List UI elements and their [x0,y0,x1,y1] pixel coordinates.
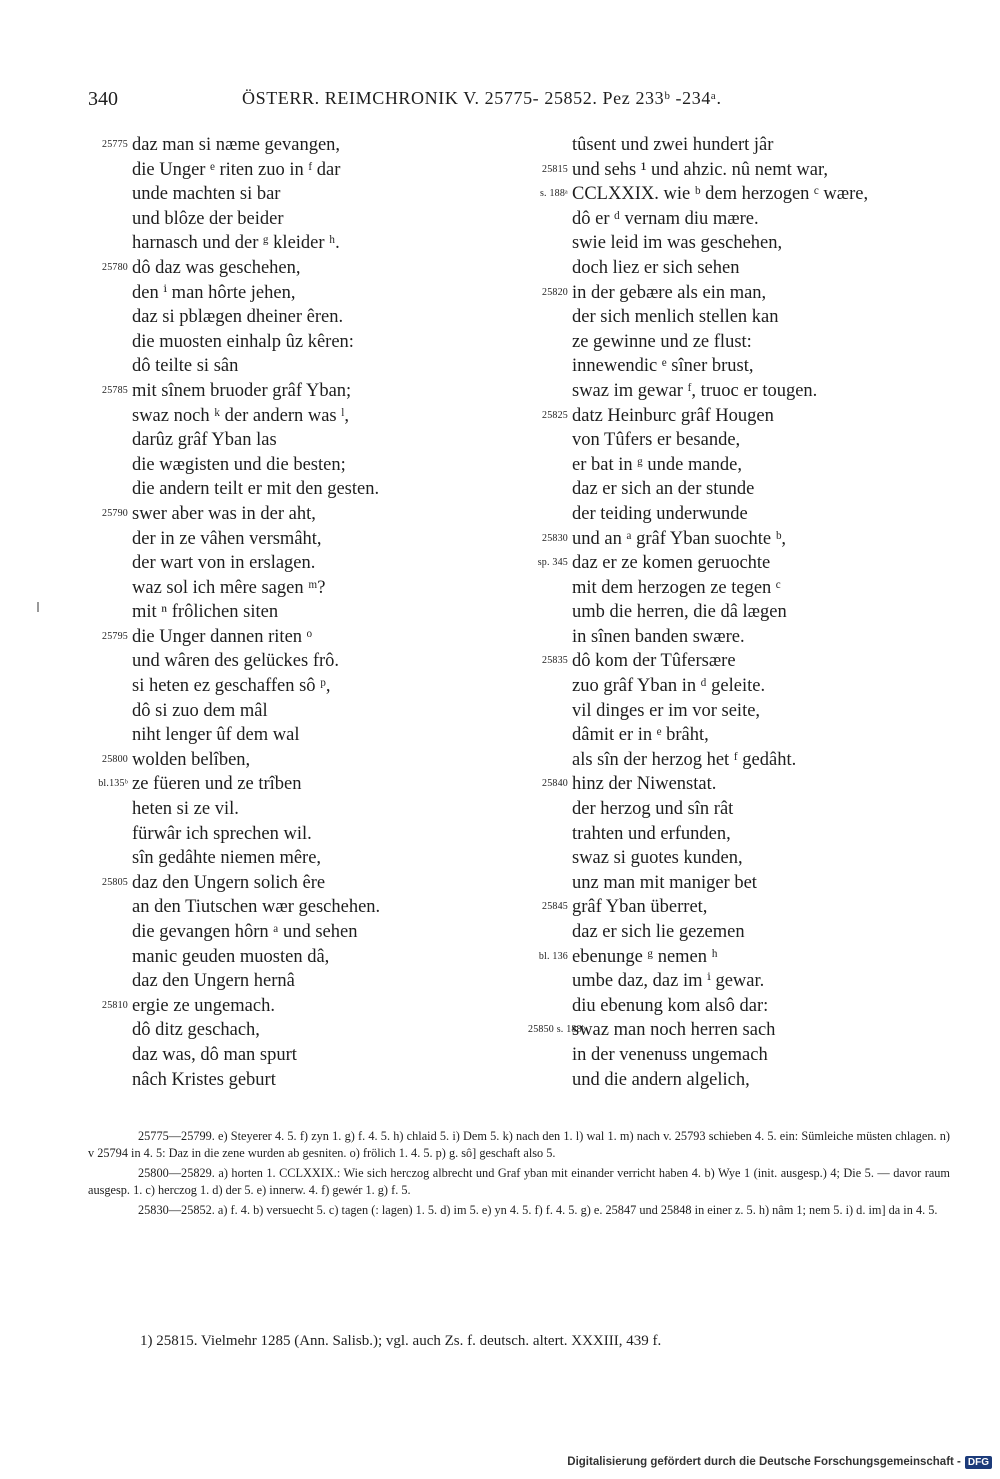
verse-text: hinz der Niwenstat. [572,774,717,795]
verse-line [528,846,978,871]
verse-line [528,920,978,945]
verse-text: daz er ze komen geruochte [572,553,771,574]
verse-text: darûz grâf Yban las [132,430,277,451]
verse-text: dâmit er in ᵉ brâht, [572,725,709,746]
verse-line [88,502,538,527]
right-verse-column [528,133,978,1092]
verse-text: wolden belîben, [132,749,251,770]
apparatus-entry: 25800—25829. a) horten 1. CCLXXIX.: Wie sich herczog albrecht und Graf yban mit einander verricht haben 4. b) Wye 1 (init. ausgesp.) 4; Die 5. — davor raum ausgesp. 1. c) herczog 1. d) der 5. e) innerw. 4. f) gewér 1. g) f. 5. [88,1166,950,1197]
verse-line [88,945,538,970]
verse-text: der teiding underwunde [572,503,748,524]
left-verse-column [88,133,538,1092]
verse-text: als sîn der herzog het ᶠ gedâht. [572,749,797,770]
verse-text: CCLXXIX. wie ᵇ dem herzogen ᶜ wære, [572,184,869,205]
verse-text: und die andern algelich, [572,1069,750,1090]
verse-text: tûsent und zwei hundert jâr [572,135,774,155]
verse-text: swer aber was in der aht, [132,503,316,524]
verse-line [528,600,978,625]
verse-text: fürwâr ich sprechen wil. [132,823,312,844]
verse-line [528,404,978,429]
dfg-credit [567,1453,992,1471]
verse-text: dô daz was geschehen, [132,257,301,278]
verse-text: und wâren des gelückes frô. [132,651,340,672]
verse-line [88,354,538,379]
verse-text: daz er sich an der stunde [572,479,755,500]
verse-text: waz sol ich mêre sagen ᵐ? [132,577,326,598]
verse-text: der in ze vâhen versmâht, [132,528,322,549]
line-number: 25830 [542,532,568,544]
verse-line [528,281,978,306]
page-number: 340 [88,88,118,110]
verse-text: der sich menlich stellen kan [572,307,779,328]
verse-text: ze gewinne und ze flust: [572,331,752,352]
verse-text: unz man mit maniger bet [572,872,757,893]
verse-line [528,207,978,232]
verse-text: mit dem herzogen ze tegen ᶜ [572,577,781,598]
verse-line [88,994,538,1019]
verse-line [88,649,538,674]
verse-text: diu ebenung kom alsô dar: [572,995,769,1016]
verse-line [88,379,538,404]
verse-line [88,158,538,183]
verse-line [88,699,538,724]
verse-text: daz den Ungern solich êre [132,872,326,893]
critical-apparatus [88,1128,950,1223]
verse-text: und blôze der beider [132,208,284,229]
line-number: 25850 s. 188ᵇ [528,1024,586,1036]
verse-text: zuo grâf Yban in ᵈ geleite. [572,676,766,697]
verse-line [528,428,978,453]
verse-line [88,797,538,822]
verse-line [528,305,978,330]
verse-line [528,625,978,650]
verse-text: daz was, dô man spurt [132,1044,297,1065]
line-number: bl.135ᵇ [98,778,128,790]
verse-line [88,428,538,453]
verse-text: daz si pblægen dheiner êren. [132,307,344,328]
verse-line [88,231,538,256]
verse-text: er bat in ᵍ unde mande, [572,454,742,475]
line-number: 25820 [542,286,568,298]
verse-text: heten si ze vil. [132,799,239,820]
verse-text: dô kom der Tûfersære [572,651,736,672]
verse-line [88,748,538,773]
verse-line [528,379,978,404]
verse-line [528,994,978,1019]
verse-line [88,207,538,232]
verse-line [88,133,538,158]
verse-line [88,723,538,748]
page-header [88,88,948,114]
verse-line [528,748,978,773]
verse-text: mit sînem bruoder grâf Yban; [132,380,352,401]
verse-text: die muosten einhalp ûz kêren: [132,331,354,352]
verse-text: dô er ᵈ vernam diu mære. [572,208,759,229]
verse-line [528,797,978,822]
verse-text: trahten und erfunden, [572,823,731,844]
line-number: 25835 [542,655,568,667]
verse-line [88,772,538,797]
line-number: 25785 [102,384,128,396]
verse-text: ergie ze ungemach. [132,995,275,1016]
verse-text: mit ⁿ frôlichen siten [132,602,279,623]
verse-text: harnasch und der ᵍ kleider ʰ. [132,233,340,254]
verse-line [528,699,978,724]
verse-text: swaz man noch herren sach [572,1020,776,1041]
running-title: ÖSTERR. REIMCHRONIK V. 25775- 25852. Pez 233ᵇ -234ᵃ. [242,88,722,108]
verse-text: sîn gedâhte niemen mêre, [132,848,322,869]
verse-text: die Unger ᵉ riten zuo in ᶠ dar [132,159,341,180]
verse-line [88,1018,538,1043]
line-number: 25800 [102,753,128,765]
verse-line [528,772,978,797]
line-number: sp. 345 [537,557,568,569]
verse-line [528,256,978,281]
verse-text: in sînen banden swære. [572,626,745,647]
verse-line [88,404,538,429]
verse-line [528,231,978,256]
verse-line [88,551,538,576]
verse-line [88,1068,538,1093]
verse-line [528,723,978,748]
verse-text: und sehs ¹ und ahzic. nû nemt war, [572,159,829,180]
verse-line [528,871,978,896]
verse-line [528,133,978,158]
verse-text: dô ditz geschach, [132,1020,260,1041]
verse-text: umbe daz, daz im ⁱ gewar. [572,971,765,992]
verse-text: innewendic ᵉ sîner brust, [572,356,754,377]
verse-text: und an ᵃ grâf Yban suochte ᵇ, [572,528,787,549]
verse-text: in der venenuss ungemach [572,1044,768,1065]
verse-line [88,822,538,847]
verse-line [528,969,978,994]
line-number: s. 188ᵃ [539,188,568,200]
verse-line [88,600,538,625]
verse-text: die Unger dannen riten ᵒ [132,626,312,647]
verse-line [528,453,978,478]
apparatus-entry: 25775—25799. e) Steyerer 4. 5. f) zyn 1. g) f. 4. 5. h) chlaid 5. i) Dem 5. k) nach den 1. l) wal 1. m) nach v. 25793 schieben 4. 5. ein: Sümleiche müsten chlagen. n) v 25794 in 4. 5: Daz in die zene wurden ab gesniten. o) frölich 1. 4. 5. p) g. sô] geschaft also 5. [88,1129,950,1160]
verse-line [88,969,538,994]
verse-line [528,1018,978,1043]
verse-line [88,527,538,552]
verse-text: grâf Yban überret, [572,897,708,918]
verse-line [528,354,978,379]
verse-text: nâch Kristes geburt [132,1069,276,1090]
line-number: 25805 [102,876,128,888]
verse-line [528,158,978,183]
verse-text: die andern teilt er mit den gesten. [132,479,380,500]
verse-line [88,305,538,330]
verse-line [88,871,538,896]
verse-line [528,576,978,601]
line-number: 25795 [102,630,128,642]
verse-text: der herzog und sîn rât [572,799,734,820]
credit-text: Digitalisierung gefördert durch die Deutsche Forschungsgemeinschaft - [567,1456,961,1468]
verse-text: den ⁱ man hôrte jehen, [132,282,296,303]
verse-line [528,649,978,674]
verse-line [528,477,978,502]
verse-text: daz den Ungern hernâ [132,971,295,992]
verse-text: swaz im gewar ᶠ, truoc er tougen. [572,380,818,401]
verse-text: niht lenger ûf dem wal [132,725,300,746]
verse-text: die gevangen hôrn ᵃ und sehen [132,922,358,942]
verse-line [528,1068,978,1093]
margin-mark [37,602,39,612]
verse-line [88,920,538,945]
verse-line [528,551,978,576]
verse-line [88,330,538,355]
verse-line [88,182,538,207]
verse-line [88,453,538,478]
verse-line [528,502,978,527]
verse-text: ebenunge ᵍ nemen ʰ [572,946,718,967]
verse-line [528,945,978,970]
verse-text: si heten ez geschaffen sô ᵖ, [132,676,331,697]
line-number: 25790 [102,507,128,519]
verse-line [528,527,978,552]
line-number: 25815 [542,163,568,175]
verse-line [528,822,978,847]
verse-line [88,477,538,502]
verse-text: von Tûfers er besande, [572,430,741,451]
line-number: 25825 [542,409,568,421]
line-number: bl. 136 [538,950,568,962]
verse-line [88,674,538,699]
verse-text: in der gebære als ein man, [572,282,767,303]
verse-text: unde machten si bar [132,184,281,205]
verse-text: swaz si guotes kunden, [572,848,743,869]
verse-text: manic geuden muosten dâ, [132,946,330,967]
line-number: 25780 [102,261,128,273]
verse-text: daz man si næme gevangen, [132,135,341,155]
verse-text: daz er sich lie gezemen [572,922,745,942]
verse-line [528,1043,978,1068]
verse-line [528,330,978,355]
dfg-logo: DFG [965,1456,992,1469]
verse-line [528,674,978,699]
line-number: 25845 [542,901,568,913]
verse-text: dô teilte si sân [132,356,239,377]
verse-line [528,895,978,920]
footnote: 1) 25815. Vielmehr 1285 (Ann. Salisb.); vgl. auch Zs. f. deutsch. altert. XXXIII, 439 f. [140,1333,662,1349]
verse-line [88,625,538,650]
verse-text: swaz noch ᵏ der andern was ˡ, [132,405,349,426]
verse-text: swie leid im was geschehen, [572,233,783,254]
verse-line [88,281,538,306]
verse-line [528,182,978,207]
verse-line [88,846,538,871]
verse-text: vil dinges er im vor seite, [572,700,761,721]
verse-line [88,1043,538,1068]
verse-text: die wægisten und die besten; [132,454,346,475]
verse-text: der wart von in erslagen. [132,553,316,574]
line-number: 25840 [542,778,568,790]
line-number: 25810 [102,999,128,1011]
verse-line [88,256,538,281]
line-number: 25775 [102,139,128,150]
verse-line [88,895,538,920]
apparatus-entry: 25830—25852. a) f. 4. b) versuecht 5. c) tagen (: lagen) 1. 5. d) im 5. e) yn 4. 5. f) f. 4. 5. g) e. 25847 und 25848 in einer z. 5. h) nâm 1; nem 5. i) d. im] da in 4. 5. [138,1203,938,1217]
verse-text: an den Tiutschen wær geschehen. [132,897,381,918]
verse-text: doch liez er sich sehen [572,257,740,278]
verse-text: ze füeren und ze trîben [132,774,302,795]
verse-text: datz Heinburc grâf Hougen [572,405,774,426]
verse-line [88,576,538,601]
verse-text: dô si zuo dem mâl [132,700,268,721]
verse-text: umb die herren, die dâ lægen [572,602,787,623]
